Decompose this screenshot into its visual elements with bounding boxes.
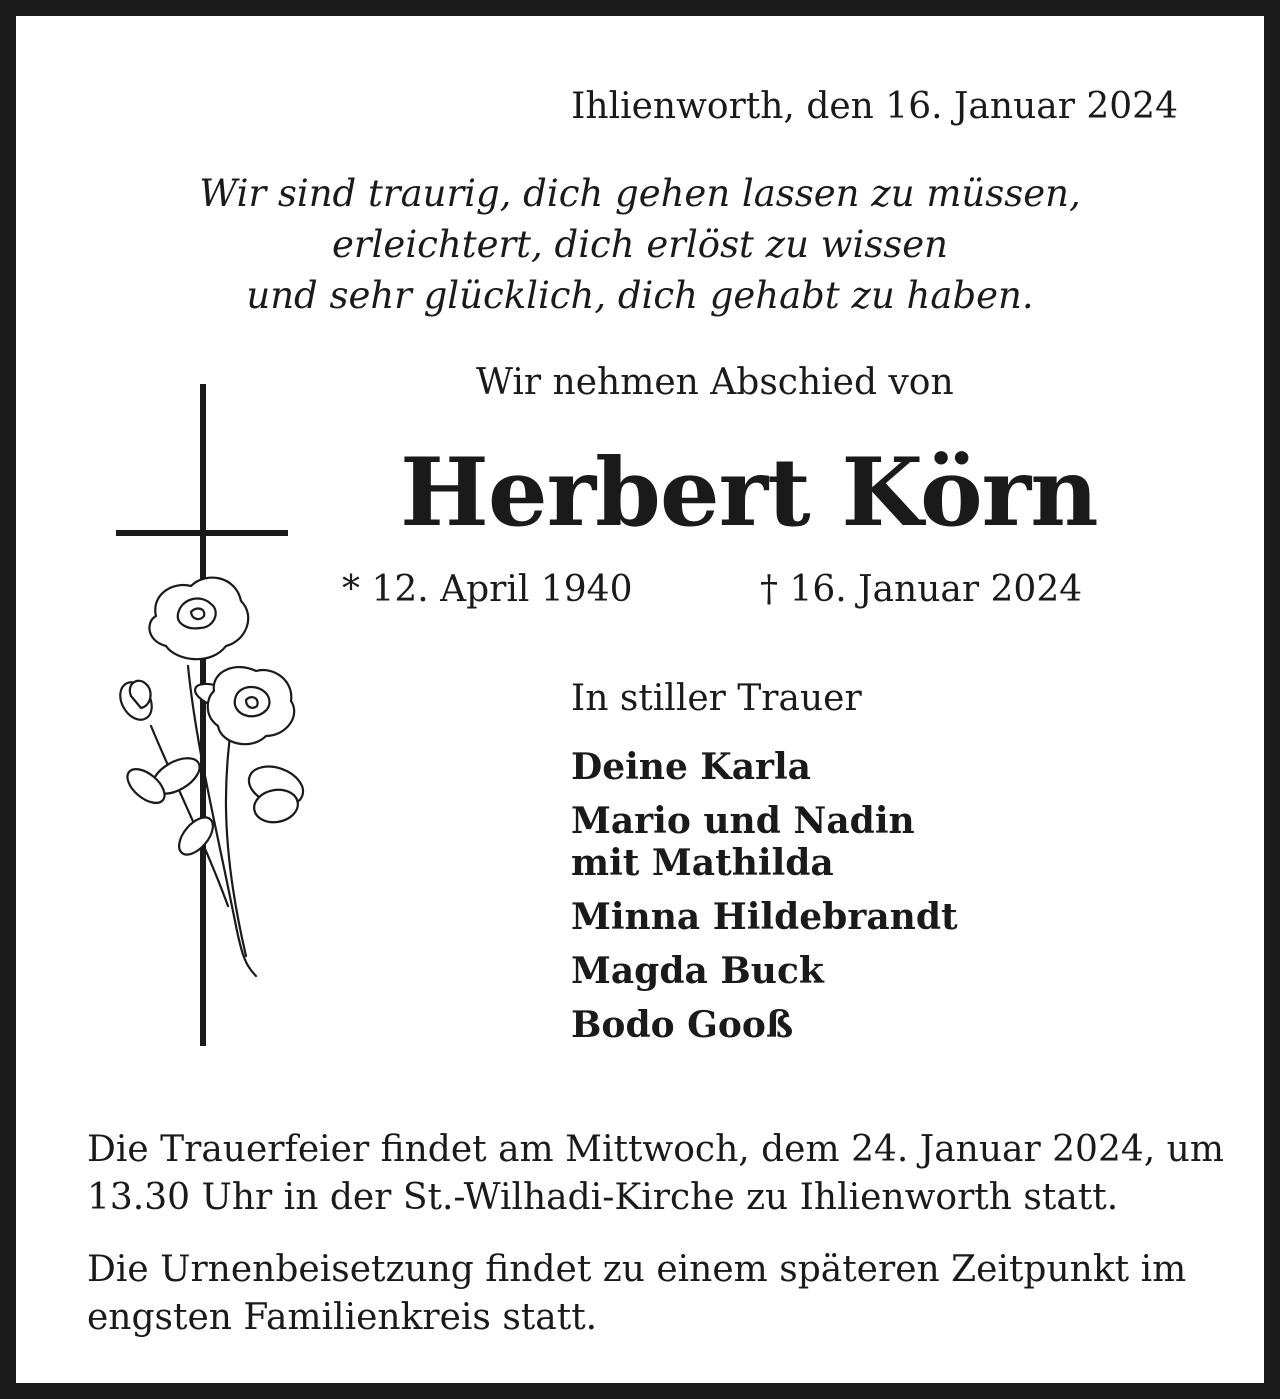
mourner: Bodo Gooß bbox=[571, 1004, 794, 1046]
poem-line: erleichtert, dich erlöst zu wissen bbox=[332, 223, 948, 266]
farewell-line: Wir nehmen Abschied von bbox=[476, 362, 954, 403]
mourner: Deine Karla bbox=[571, 746, 811, 788]
burial-paragraph bbox=[87, 1246, 1227, 1342]
mourner: Minna Hildebrandt bbox=[571, 896, 958, 938]
place-date: Ihlienworth, den 16. Januar 2024 bbox=[571, 86, 1178, 127]
cross-with-roses-icon bbox=[96, 366, 326, 1066]
roses-icon bbox=[114, 578, 309, 976]
mourning-heading: In stiller Trauer bbox=[571, 678, 862, 719]
burial-line: engsten Familienkreis statt. bbox=[87, 1297, 598, 1338]
deceased-name: Herbert Körn bbox=[400, 438, 1098, 548]
ceremony-line: Die Trauerfeier findet am Mittwoch, dem 24. Januar 2024, um bbox=[87, 1129, 1224, 1170]
mourner: Mario und Nadin bbox=[571, 800, 915, 842]
poem-line: Wir sind traurig, dich gehen lassen zu müssen, bbox=[199, 172, 1081, 215]
mourners-list bbox=[571, 744, 958, 1048]
death-date: † 16. Januar 2024 bbox=[760, 569, 1083, 610]
ceremony-paragraph bbox=[87, 1126, 1227, 1222]
burial-line: Die Urnenbeisetzung findet zu einem späteren Zeitpunkt im bbox=[87, 1249, 1187, 1290]
mourner: mit Mathilda bbox=[571, 842, 834, 884]
birth-date: * 12. April 1940 bbox=[342, 569, 633, 610]
mourner: Magda Buck bbox=[571, 950, 824, 992]
poem bbox=[16, 168, 1264, 321]
poem-line: und sehr glücklich, dich gehabt zu haben. bbox=[246, 274, 1034, 317]
ceremony-line: 13.30 Uhr in der St.-Wilhadi-Kirche zu Ihlienworth statt. bbox=[87, 1177, 1119, 1218]
